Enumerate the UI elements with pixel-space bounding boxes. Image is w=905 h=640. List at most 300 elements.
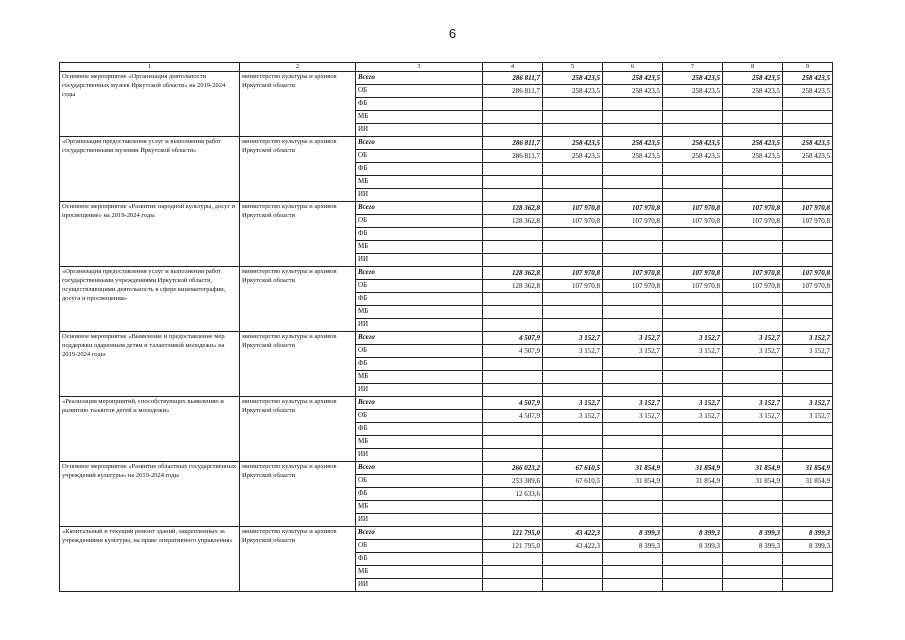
amount-cell [723, 189, 783, 202]
amount-cell: 107 970,8 [543, 267, 603, 280]
amount-cell [603, 228, 663, 241]
amount-cell [603, 241, 663, 254]
amount-cell: 3 152,7 [543, 397, 603, 410]
amount-cell [603, 293, 663, 306]
amount-cell: 3 152,7 [543, 410, 603, 423]
amount-cell [543, 358, 603, 371]
amount-cell [483, 124, 543, 137]
amount-cell [723, 98, 783, 111]
column-number-row [60, 63, 833, 72]
amount-cell: 3 152,7 [603, 410, 663, 423]
amount-cell: 3 152,7 [603, 345, 663, 358]
amount-cell [603, 449, 663, 462]
column-number: 4 [483, 63, 543, 72]
amount-cell [483, 436, 543, 449]
amount-cell: 286 811,7 [483, 150, 543, 163]
table-row [60, 137, 833, 150]
amount-cell: 258 423,5 [543, 72, 603, 85]
column-number: 9 [783, 63, 833, 72]
amount-cell [603, 566, 663, 579]
amount-cell [603, 553, 663, 566]
amount-cell [543, 488, 603, 501]
amount-cell [483, 98, 543, 111]
responsible-executor: министерство культуры и архивов Иркутской области [240, 397, 356, 462]
amount-cell [603, 579, 663, 592]
funding-source: ОБ [356, 85, 483, 98]
amount-cell [723, 384, 783, 397]
amount-cell [723, 124, 783, 137]
amount-cell: 67 610,5 [543, 462, 603, 475]
funding-source: ОБ [356, 150, 483, 163]
amount-cell [543, 124, 603, 137]
amount-cell [543, 566, 603, 579]
amount-cell: 128 362,8 [483, 202, 543, 215]
amount-cell [663, 189, 723, 202]
column-number: 5 [543, 63, 603, 72]
amount-cell [723, 176, 783, 189]
amount-cell [483, 111, 543, 124]
amount-cell [723, 241, 783, 254]
amount-cell [483, 358, 543, 371]
amount-cell: 4 507,9 [483, 345, 543, 358]
amount-cell [483, 553, 543, 566]
amount-cell [783, 579, 833, 592]
amount-cell [483, 579, 543, 592]
amount-cell [603, 306, 663, 319]
funding-source: ИИ [356, 319, 483, 332]
amount-cell: 8 399,3 [783, 540, 833, 553]
amount-cell [723, 514, 783, 527]
amount-cell: 258 423,5 [603, 137, 663, 150]
amount-cell: 258 423,5 [603, 85, 663, 98]
amount-cell [783, 306, 833, 319]
amount-cell [543, 189, 603, 202]
amount-cell [783, 111, 833, 124]
amount-cell [543, 228, 603, 241]
amount-cell [543, 501, 603, 514]
amount-cell [783, 501, 833, 514]
table-row [60, 267, 833, 280]
responsible-executor: министерство культуры и архивов Иркутской области [240, 267, 356, 332]
amount-cell [543, 449, 603, 462]
amount-cell: 3 152,7 [783, 397, 833, 410]
funding-source: Всего [356, 397, 483, 410]
amount-cell [603, 501, 663, 514]
amount-cell [783, 436, 833, 449]
amount-cell [663, 306, 723, 319]
amount-cell: 3 152,7 [783, 332, 833, 345]
activity-title: Основное мероприятие «Развитие областных государственных учреждений культуры» на 2019-2024 годы [60, 462, 240, 527]
amount-cell: 258 423,5 [723, 150, 783, 163]
amount-cell [783, 254, 833, 267]
activity-title: «Организация предоставления услуг и выполнения работ государственными музеями Иркутской области» [60, 137, 240, 202]
funding-source: ФБ [356, 163, 483, 176]
amount-cell [603, 514, 663, 527]
amount-cell: 258 423,5 [663, 137, 723, 150]
amount-cell: 3 152,7 [723, 397, 783, 410]
amount-cell: 107 970,8 [783, 267, 833, 280]
funding-source: ИИ [356, 254, 483, 267]
amount-cell: 286 811,7 [483, 85, 543, 98]
amount-cell [483, 566, 543, 579]
amount-cell [543, 176, 603, 189]
amount-cell [783, 566, 833, 579]
amount-cell: 258 423,5 [783, 85, 833, 98]
funding-source: Всего [356, 72, 483, 85]
amount-cell: 258 423,5 [723, 85, 783, 98]
table-row [60, 332, 833, 345]
funding-source: ИИ [356, 449, 483, 462]
amount-cell: 121 795,0 [483, 527, 543, 540]
amount-cell [783, 553, 833, 566]
activity-title: «Реализация мероприятий, способствующих выявлению и развитию талантов детей и молодежи» [60, 397, 240, 462]
funding-source: ОБ [356, 475, 483, 488]
amount-cell [783, 449, 833, 462]
amount-cell [783, 228, 833, 241]
column-number: 8 [723, 63, 783, 72]
funding-source: ОБ [356, 540, 483, 553]
amount-cell [783, 423, 833, 436]
amount-cell: 31 854,9 [723, 475, 783, 488]
funding-source: Всего [356, 202, 483, 215]
amount-cell [543, 384, 603, 397]
responsible-executor: министерство культуры и архивов Иркутской области [240, 332, 356, 397]
amount-cell: 3 152,7 [783, 410, 833, 423]
funding-source: ОБ [356, 280, 483, 293]
amount-cell [783, 358, 833, 371]
amount-cell: 31 854,9 [663, 462, 723, 475]
table-row [60, 397, 833, 410]
amount-cell [603, 189, 663, 202]
amount-cell [783, 163, 833, 176]
amount-cell [603, 98, 663, 111]
amount-cell [603, 384, 663, 397]
amount-cell [543, 111, 603, 124]
amount-cell: 31 854,9 [723, 462, 783, 475]
amount-cell [483, 176, 543, 189]
amount-cell [483, 514, 543, 527]
amount-cell [723, 254, 783, 267]
amount-cell [543, 293, 603, 306]
funding-source: ОБ [356, 215, 483, 228]
amount-cell: 4 507,9 [483, 410, 543, 423]
amount-cell [603, 254, 663, 267]
amount-cell: 3 152,7 [663, 397, 723, 410]
amount-cell [603, 176, 663, 189]
amount-cell [663, 436, 723, 449]
amount-cell: 3 152,7 [663, 410, 723, 423]
amount-cell: 258 423,5 [543, 150, 603, 163]
amount-cell: 43 422,3 [543, 527, 603, 540]
amount-cell [483, 501, 543, 514]
funding-source: Всего [356, 137, 483, 150]
activity-title: Основное мероприятие «Организация деятельности государственных музеев Иркутской области» на 2019-2024 годы [60, 72, 240, 137]
funding-source: МБ [356, 111, 483, 124]
amount-cell [543, 306, 603, 319]
amount-cell [783, 293, 833, 306]
amount-cell [483, 423, 543, 436]
amount-cell [603, 111, 663, 124]
amount-cell [723, 488, 783, 501]
amount-cell [663, 163, 723, 176]
amount-cell [543, 319, 603, 332]
amount-cell [783, 176, 833, 189]
amount-cell [783, 319, 833, 332]
amount-cell: 3 152,7 [723, 332, 783, 345]
amount-cell: 258 423,5 [603, 72, 663, 85]
amount-cell [663, 579, 723, 592]
funding-source: МБ [356, 176, 483, 189]
table-row [60, 202, 833, 215]
amount-cell: 3 152,7 [603, 397, 663, 410]
amount-cell: 107 970,8 [603, 215, 663, 228]
amount-cell [723, 306, 783, 319]
amount-cell: 107 970,8 [663, 215, 723, 228]
amount-cell: 107 970,8 [543, 215, 603, 228]
amount-cell [663, 384, 723, 397]
amount-cell [663, 293, 723, 306]
column-number: 1 [60, 63, 240, 72]
amount-cell [783, 384, 833, 397]
amount-cell: 107 970,8 [783, 215, 833, 228]
amount-cell [723, 228, 783, 241]
funding-source: МБ [356, 566, 483, 579]
column-number: 6 [603, 63, 663, 72]
amount-cell [543, 163, 603, 176]
amount-cell [603, 124, 663, 137]
table-row [60, 462, 833, 475]
budget-table [59, 62, 833, 592]
amount-cell [783, 488, 833, 501]
table-row [60, 72, 833, 85]
amount-cell: 258 423,5 [783, 72, 833, 85]
column-number: 7 [663, 63, 723, 72]
amount-cell [543, 254, 603, 267]
amount-cell: 31 854,9 [663, 475, 723, 488]
amount-cell: 107 970,8 [663, 202, 723, 215]
responsible-executor: министерство культуры и архивов Иркутской области [240, 72, 356, 137]
funding-source: Всего [356, 332, 483, 345]
amount-cell [723, 163, 783, 176]
amount-cell [663, 449, 723, 462]
amount-cell: 266 023,2 [483, 462, 543, 475]
amount-cell: 8 399,3 [723, 527, 783, 540]
amount-cell [723, 501, 783, 514]
funding-source: ОБ [356, 410, 483, 423]
amount-cell [603, 436, 663, 449]
amount-cell: 258 423,5 [783, 137, 833, 150]
amount-cell [543, 514, 603, 527]
amount-cell [543, 423, 603, 436]
amount-cell: 3 152,7 [663, 345, 723, 358]
amount-cell [483, 241, 543, 254]
amount-cell: 286 811,7 [483, 137, 543, 150]
page-number: 6 [448, 26, 457, 41]
amount-cell: 107 970,8 [603, 202, 663, 215]
responsible-executor: министерство культуры и архивов Иркутской области [240, 202, 356, 267]
amount-cell [723, 358, 783, 371]
amount-cell [783, 189, 833, 202]
funding-source: МБ [356, 436, 483, 449]
funding-source: МБ [356, 241, 483, 254]
amount-cell [723, 319, 783, 332]
amount-cell [483, 449, 543, 462]
amount-cell: 128 362,8 [483, 215, 543, 228]
amount-cell [663, 228, 723, 241]
activity-title: Основное мероприятие «Развитие народной культуры, досуг и просвещение» на 2019-2024 годы [60, 202, 240, 267]
amount-cell: 107 970,8 [663, 267, 723, 280]
amount-cell: 107 970,8 [603, 280, 663, 293]
amount-cell: 3 152,7 [543, 345, 603, 358]
amount-cell: 107 970,8 [723, 202, 783, 215]
amount-cell: 8 399,3 [603, 540, 663, 553]
amount-cell: 258 423,5 [543, 85, 603, 98]
funding-source: ИИ [356, 124, 483, 137]
amount-cell [603, 488, 663, 501]
amount-cell: 8 399,3 [663, 540, 723, 553]
amount-cell: 107 970,8 [783, 202, 833, 215]
funding-source: ОБ [356, 345, 483, 358]
funding-source: ФБ [356, 423, 483, 436]
amount-cell: 8 399,3 [783, 527, 833, 540]
amount-cell [663, 423, 723, 436]
funding-source: ФБ [356, 98, 483, 111]
amount-cell [723, 566, 783, 579]
amount-cell [483, 319, 543, 332]
funding-source: Всего [356, 462, 483, 475]
amount-cell: 8 399,3 [663, 527, 723, 540]
amount-cell: 31 854,9 [783, 462, 833, 475]
amount-cell: 3 152,7 [543, 332, 603, 345]
amount-cell: 286 811,7 [483, 72, 543, 85]
amount-cell [723, 293, 783, 306]
funding-source: МБ [356, 501, 483, 514]
amount-cell [723, 449, 783, 462]
funding-source: Всего [356, 267, 483, 280]
amount-cell [663, 319, 723, 332]
funding-source: ФБ [356, 553, 483, 566]
amount-cell: 258 423,5 [723, 72, 783, 85]
amount-cell [603, 423, 663, 436]
responsible-executor: министерство культуры и архивов Иркутской области [240, 527, 356, 592]
amount-cell: 43 422,3 [543, 540, 603, 553]
funding-source: ФБ [356, 358, 483, 371]
amount-cell [663, 176, 723, 189]
amount-cell [483, 306, 543, 319]
funding-source: Всего [356, 527, 483, 540]
amount-cell [723, 553, 783, 566]
amount-cell: 12 633,6 [483, 488, 543, 501]
amount-cell [663, 98, 723, 111]
amount-cell [483, 293, 543, 306]
amount-cell: 3 152,7 [783, 345, 833, 358]
amount-cell: 67 610,5 [543, 475, 603, 488]
amount-cell [723, 371, 783, 384]
amount-cell [723, 111, 783, 124]
amount-cell: 3 152,7 [663, 332, 723, 345]
funding-source: ФБ [356, 228, 483, 241]
column-number: 3 [356, 63, 483, 72]
amount-cell [603, 319, 663, 332]
amount-cell: 107 970,8 [663, 280, 723, 293]
amount-cell [783, 241, 833, 254]
amount-cell [783, 514, 833, 527]
funding-source: ФБ [356, 488, 483, 501]
amount-cell [723, 423, 783, 436]
amount-cell [483, 254, 543, 267]
amount-cell: 3 152,7 [603, 332, 663, 345]
amount-cell: 258 423,5 [663, 150, 723, 163]
activity-title: «Организация предоставления услуг и выполнения работ государственными учреждениями Иркутской области, осуществляющими деятельность в сфере кинематографии, досуга и просвещения» [60, 267, 240, 332]
amount-cell: 107 970,8 [783, 280, 833, 293]
amount-cell: 258 423,5 [663, 85, 723, 98]
amount-cell [543, 241, 603, 254]
amount-cell: 107 970,8 [723, 215, 783, 228]
amount-cell [483, 384, 543, 397]
funding-source: ИИ [356, 514, 483, 527]
amount-cell: 258 423,5 [723, 137, 783, 150]
column-number: 2 [240, 63, 356, 72]
amount-cell [483, 228, 543, 241]
amount-cell [543, 436, 603, 449]
amount-cell [663, 254, 723, 267]
funding-source: ИИ [356, 189, 483, 202]
amount-cell [663, 488, 723, 501]
amount-cell [483, 371, 543, 384]
amount-cell [483, 189, 543, 202]
amount-cell [783, 371, 833, 384]
amount-cell [783, 124, 833, 137]
amount-cell: 3 152,7 [723, 410, 783, 423]
activity-title: Основное мероприятие «Выявление и предоставление мер поддержки одаренным детям и талантливой молодежи» на 2019-2024 годы [60, 332, 240, 397]
amount-cell: 8 399,3 [603, 527, 663, 540]
table-row [60, 527, 833, 540]
amount-cell: 128 362,8 [483, 280, 543, 293]
amount-cell: 258 423,5 [603, 150, 663, 163]
amount-cell [603, 371, 663, 384]
amount-cell [663, 124, 723, 137]
amount-cell: 128 362,8 [483, 267, 543, 280]
amount-cell: 107 970,8 [723, 267, 783, 280]
amount-cell [543, 579, 603, 592]
amount-cell [603, 358, 663, 371]
amount-cell: 253 389,6 [483, 475, 543, 488]
amount-cell: 31 854,9 [603, 462, 663, 475]
amount-cell: 4 507,9 [483, 397, 543, 410]
funding-source: ИИ [356, 384, 483, 397]
amount-cell [483, 163, 543, 176]
amount-cell: 258 423,5 [783, 150, 833, 163]
amount-cell [663, 241, 723, 254]
amount-cell: 258 423,5 [543, 137, 603, 150]
amount-cell [783, 98, 833, 111]
funding-source: МБ [356, 306, 483, 319]
amount-cell: 4 507,9 [483, 332, 543, 345]
amount-cell [663, 358, 723, 371]
amount-cell [663, 514, 723, 527]
funding-source: ИИ [356, 579, 483, 592]
amount-cell [723, 436, 783, 449]
funding-source: ФБ [356, 293, 483, 306]
funding-source: МБ [356, 371, 483, 384]
amount-cell [663, 501, 723, 514]
amount-cell [543, 98, 603, 111]
amount-cell [543, 553, 603, 566]
responsible-executor: министерство культуры и архивов Иркутской области [240, 462, 356, 527]
amount-cell [663, 371, 723, 384]
amount-cell [603, 163, 663, 176]
amount-cell: 31 854,9 [603, 475, 663, 488]
